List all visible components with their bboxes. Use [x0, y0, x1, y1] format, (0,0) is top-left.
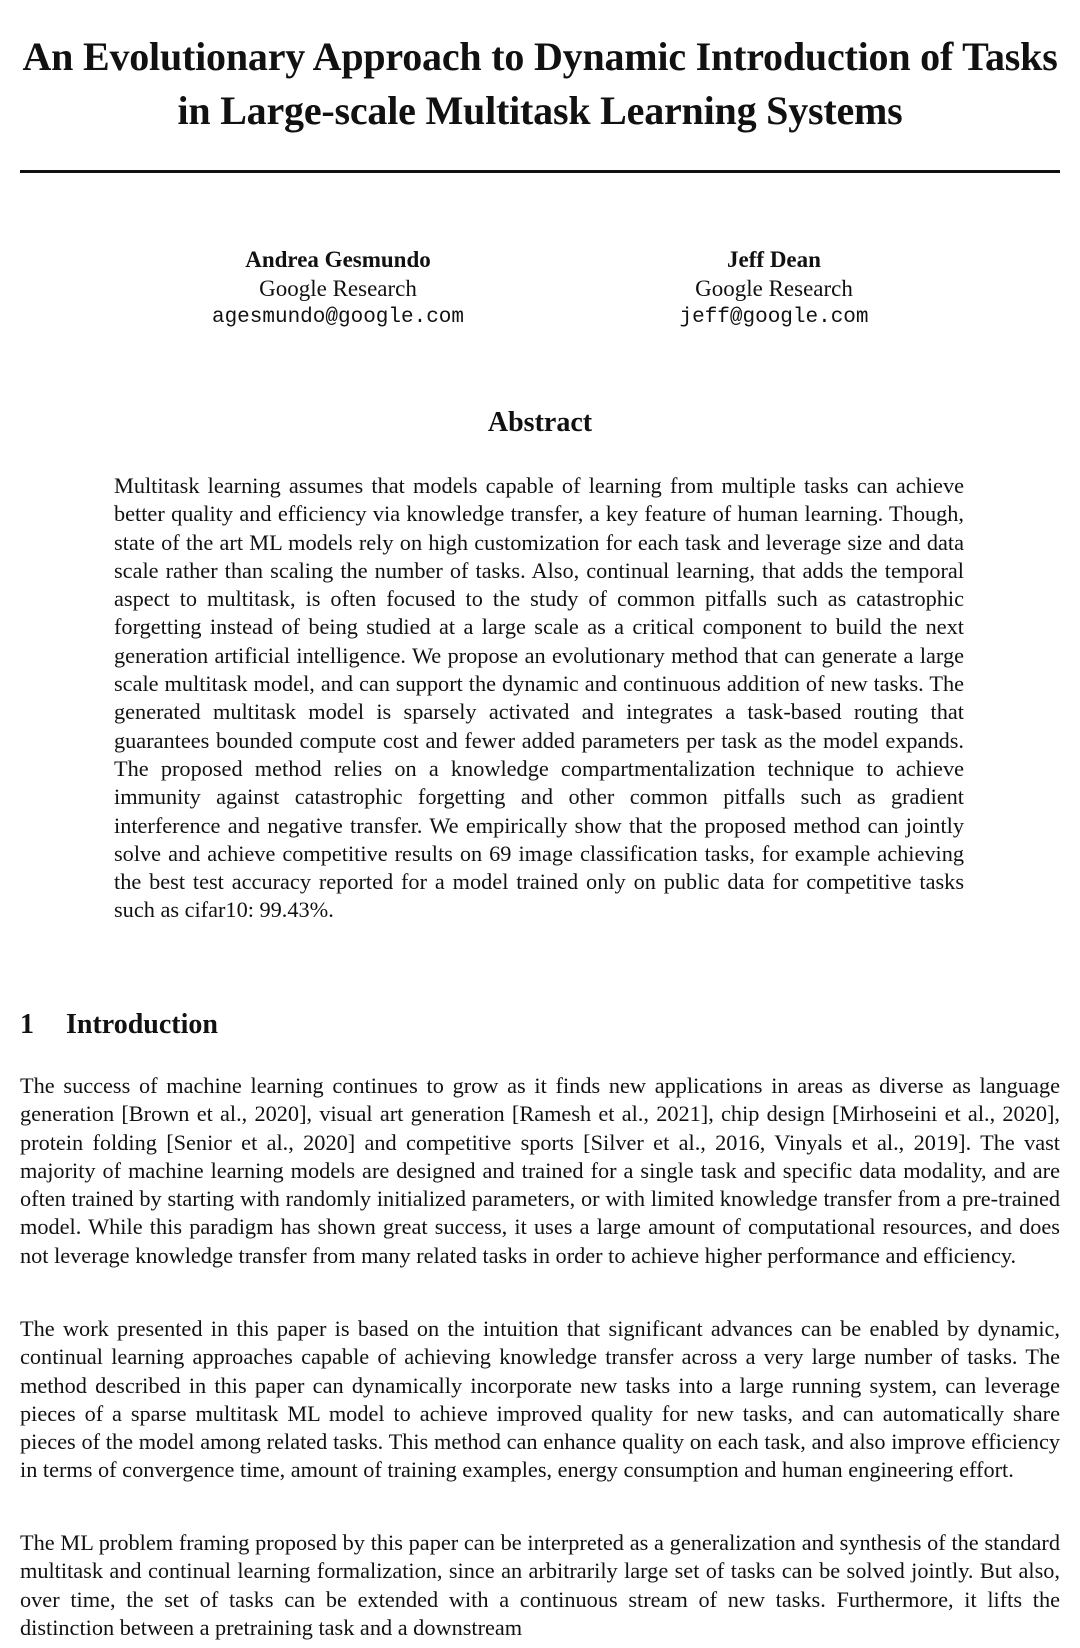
- abstract-heading: Abstract: [487, 407, 593, 438]
- abstract-text: Multitask learning assumes that models capable of learning from multiple tasks can achieve better quality and efficiency via knowledge transfer, a key feature of human learning. Though, state of the art ML models rely on high customization for each task and leverage size and data scale rather than scaling the number of tasks. Also, continual learning, that adds the temporal aspect to multitask, is often focused to the study of common pitfalls such as catastrophic forgetting instead of being studied at a large scale as a critical component to build the next generation artificial intelligence. We propose an evolutionary method that can generate a large scale multitask model, and can support the dynamic and continuous addition of new tasks. The generated multitask model is sparsely activated and integrates a task-based routing that guarantees bounded compute cost and fewer added parameters per task as the model expands. The proposed method relies on a knowledge compartmentalization technique to achieve immunity against catastrophic forgetting and other common pitfalls such as gradient interference and negative transfer. We empirically show that the proposed method can jointly solve and achieve competitive results on 69 image classification tasks, for example achieving the best test accuracy reported for a model trained only on public data for competitive tasks such as cifar10: 99.43%.: [114, 473, 964, 923]
- section-heading-introduction: [20, 1008, 218, 1042]
- author-email: agesmundo@google.com: [211, 306, 465, 329]
- author-affiliation: Google Research: [259, 276, 417, 301]
- intro-paragraph-3: The ML problem framing proposed by this paper can be interpreted as a generalization and synthesis of the standard multitask and continual learning formalization, since an arbitrarily large set of tasks can be solved jointly. But also, over time, the set of tasks can be extended with a continuous stream of new tasks. Furthermore, it lifts the distinction between a pretraining task and a downstream: [20, 1530, 1060, 1640]
- author-email: jeff@google.com: [679, 306, 869, 329]
- section-number: 1: [20, 1009, 34, 1040]
- paper-title: An Evolutionary Approach to Dynamic Introduction of Tasks in Large-scale Multitask Learning Systems: [22, 34, 1058, 133]
- intro-paragraph-1: The success of machine learning continues to grow as it finds new applications in areas as diverse as language generation [Brown et al., 2020], visual art generation [Ramesh et al., 2021], chip design [Mirhoseini et al., 2020], protein folding [Senior et al., 2020] and competitive sports [Silver et al., 2016, Vinyals et al., 2019]. The vast majority of machine learning models are designed and trained for a single task and specific data modality, and are often trained by starting with randomly initialized parameters, or with limited knowledge transfer from a pre-trained model. While this paradigm has shown great success, it uses a large amount of computational resources, and does not leverage knowledge transfer from many related tasks in order to achieve higher performance and efficiency.: [20, 1073, 1060, 1268]
- title-rule: [20, 170, 1060, 173]
- author-name: Andrea Gesmundo: [245, 247, 431, 272]
- author-block-2: [594, 245, 954, 332]
- author-block-1: [158, 245, 518, 332]
- intro-paragraph-2: The work presented in this paper is based on the intuition that significant advances can be enabled by dynamic, continual learning approaches capable of achieving knowledge transfer across a very large number of tasks. The method described in this paper can dynamically incorporate new tasks into a large running system, can leverage pieces of a sparse multitask ML model to achieve improved quality for new tasks, and can automatically share pieces of the model among related tasks. This method can enhance quality on each task, and also improve efficiency in terms of convergence time, amount of training examples, energy consumption and human engineering effort.: [20, 1316, 1060, 1483]
- author-name: Jeff Dean: [727, 247, 821, 272]
- author-affiliation: Google Research: [695, 276, 853, 301]
- section-title: Introduction: [66, 1009, 218, 1040]
